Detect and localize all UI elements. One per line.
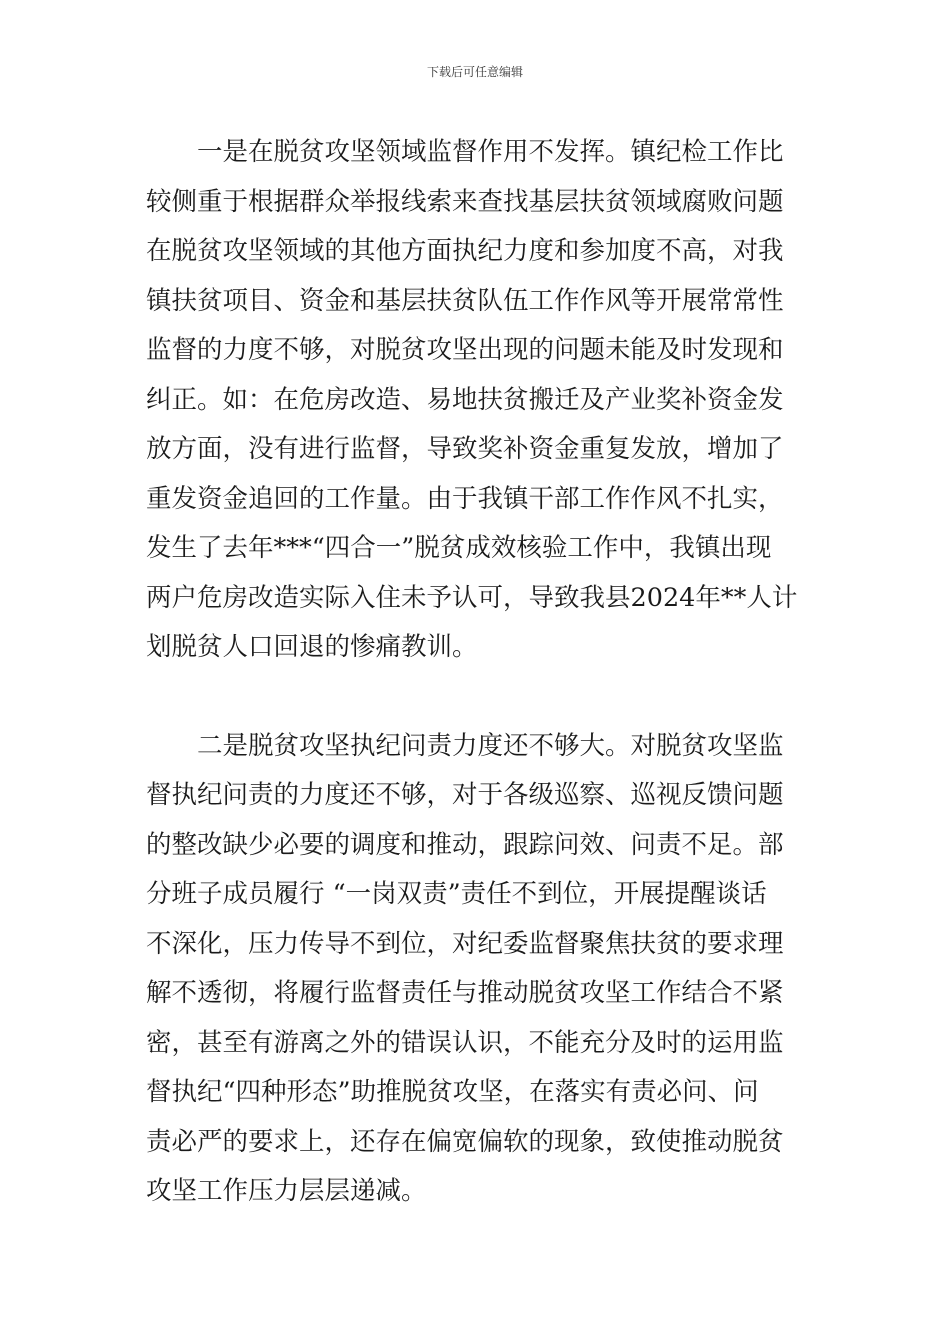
paragraph-line: 分班子成员履行 “一岗双责”责任不到位，开展提醒谈话 [146, 879, 767, 909]
paragraph-line: 发生了去年***“四合一”脱贫成效核验工作中，我镇出现 [146, 533, 772, 563]
paragraph-line: 监督的力度不够，对脱贫攻坚出现的问题未能及时发现和 [146, 335, 784, 365]
paragraph-line: 纠正。如：在危房改造、易地扶贫搬迁及产业奖补资金发 [146, 384, 784, 415]
header-note: 下载后可任意编辑 [426, 65, 523, 79]
paragraph-line: 放方面，没有进行监督，导致奖补资金重复发放，增加了 [146, 434, 784, 464]
paragraph-line: 督执纪问责的力度还不够，对于各级巡察、巡视反馈问题 [146, 780, 784, 810]
document-body [146, 128, 810, 1217]
paragraph-line: 责必严的要求上，还存在偏宽偏软的现象，致使推动脱贫 [146, 1126, 784, 1157]
paragraph-line: 划脱贫人口回退的惨痛教训。 [146, 632, 478, 662]
paragraph-2 [146, 722, 810, 1217]
paragraph-line: 攻坚工作压力层层递减。 [146, 1176, 427, 1206]
paragraph-line: 重发资金追回的工作量。由于我镇干部工作作风不扎实， [146, 483, 784, 514]
paragraph-line: 二是脱贫攻坚执纪问责力度还不够大。对脱贫攻坚监 [197, 730, 784, 761]
paragraph-line: 在脱贫攻坚领域的其他方面执纪力度和参加度不高，对我 [146, 236, 784, 266]
paragraph-line: 不深化，压力传导不到位，对纪委监督聚焦扶贫的要求理 [146, 928, 784, 959]
paragraph-line: 解不透彻，将履行监督责任与推动脱贫攻坚工作结合不紧 [146, 978, 784, 1008]
paragraph-1 [146, 128, 810, 673]
paragraph-line: 两户危房改造实际入住未予认可，导致我县2024年**人计 [146, 582, 798, 613]
paragraph-line: 密，甚至有游离之外的错误认识，不能充分及时的运用监 [146, 1027, 784, 1058]
paragraph-line: 一是在脱贫攻坚领域监督作用不发挥。镇纪检工作比 [197, 137, 784, 167]
paragraph-line: 镇扶贫项目、资金和基层扶贫队伍工作作风等开展常常性 [146, 285, 784, 316]
paragraph-line: 的整改缺少必要的调度和推动，跟踪问效、问责不足。部 [146, 829, 784, 860]
paragraph-line: 督执纪“四种形态”助推脱贫攻坚，在落实有责必问、问 [146, 1077, 759, 1107]
paragraph-line: 较侧重于根据群众举报线索来查找基层扶贫领域腐败问题 [146, 186, 784, 217]
